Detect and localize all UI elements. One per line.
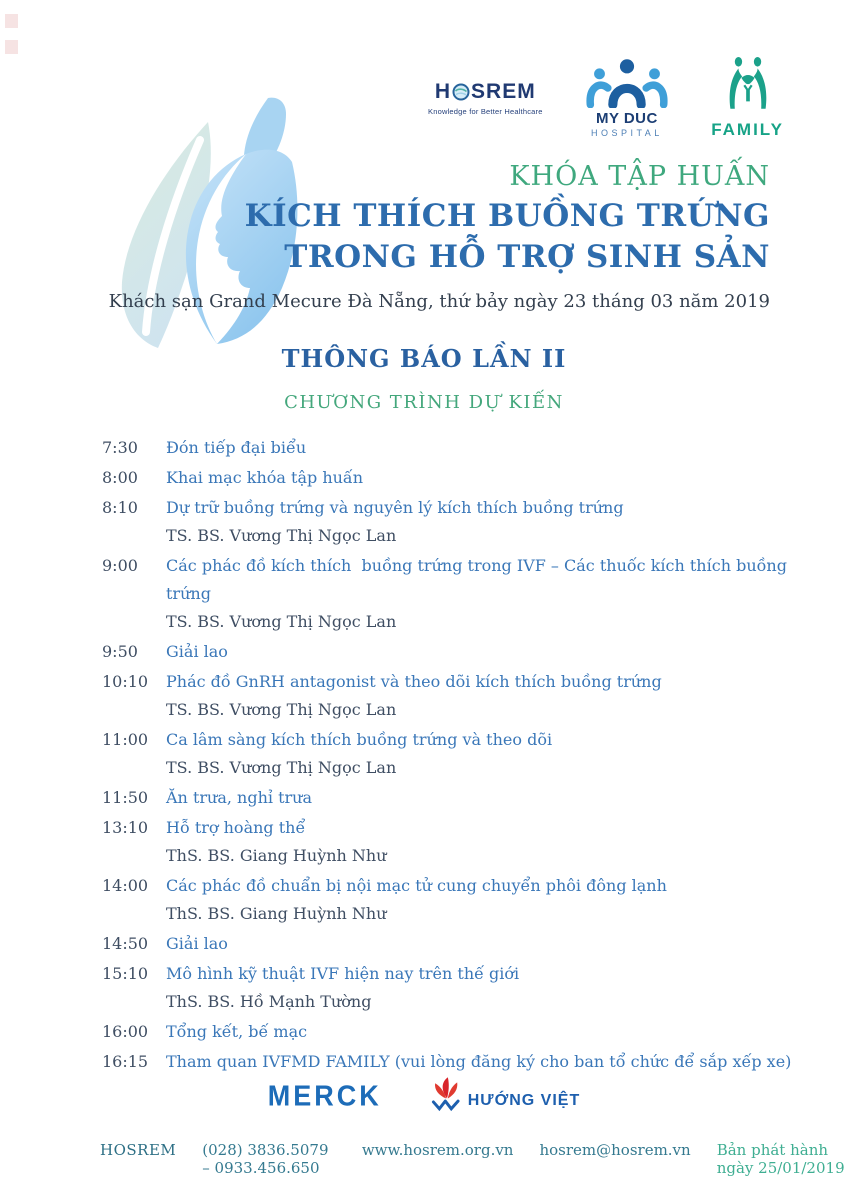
- hosrem-tagline: Knowledge for Better Healthcare: [428, 106, 543, 116]
- schedule-row: [102, 494, 808, 550]
- family-people-icon: [715, 55, 781, 117]
- header-logos: [428, 50, 784, 145]
- schedule-content: [166, 638, 808, 666]
- footer-release-date: Bản phát hành ngày 25/01/2019: [716, 1141, 845, 1177]
- schedule-row: [102, 552, 808, 636]
- schedule-title: Khai mạc khóa tập huấn: [166, 468, 364, 487]
- schedule-content: [166, 1018, 808, 1046]
- schedule-time: 9:00: [102, 556, 138, 575]
- schedule-row: [102, 784, 808, 812]
- schedule-content: [166, 668, 808, 724]
- schedule-time: 8:00: [102, 468, 138, 487]
- event-kicker: KHÓA TẬP HUẤN: [509, 161, 770, 192]
- schedule-content: [166, 464, 808, 492]
- schedule-content: [166, 930, 808, 958]
- schedule-time: 13:10: [102, 818, 149, 837]
- schedule-row: [102, 814, 808, 870]
- schedule-row: [102, 434, 808, 462]
- hosrem-letter-h: H: [434, 79, 452, 103]
- myduc-subname: HOSPITAL: [590, 127, 663, 138]
- schedule-content: [166, 552, 808, 636]
- family-name: FAMILY: [711, 120, 784, 139]
- event-title-block: [109, 158, 770, 312]
- schedule-row: [102, 1018, 808, 1046]
- schedule: [102, 434, 808, 1078]
- hosrem-letters-srem: SREM: [471, 79, 536, 103]
- schedule-title: Giải lao: [166, 642, 228, 661]
- schedule-time: 8:10: [102, 498, 138, 517]
- schedule-title: Dự trữ buồng trứng và nguyên lý kích thích buồng trứng: [166, 498, 624, 517]
- flower-icon: [430, 1076, 464, 1116]
- schedule-time: 14:50: [102, 934, 149, 953]
- schedule-row: [102, 1048, 808, 1076]
- schedule-content: [166, 814, 808, 870]
- event-venue-date: Khách sạn Grand Mecure Đà Nẵng, thứ bảy ngày 23 tháng 03 năm 2019: [108, 291, 770, 312]
- schedule-title: Ăn trưa, nghỉ trưa: [166, 788, 313, 807]
- hosrem-logo: [428, 80, 543, 116]
- three-people-icon: [584, 58, 670, 108]
- footer-org-name: HOSREM: [100, 1141, 177, 1159]
- event-title-line2: TRONG HỖ TRỢ SINH SẢN: [284, 239, 770, 275]
- schedule-content: [166, 784, 808, 812]
- schedule-speaker: ThS. BS. Giang Huỳnh Như: [166, 904, 387, 923]
- schedule-title: Các phác đồ kích thích buồng trứng trong IVF – Các thuốc kích thích buồng trứng: [166, 556, 793, 603]
- schedule-time: 9:50: [102, 642, 138, 661]
- globe-icon: [452, 83, 470, 101]
- footer-email: hosrem@hosrem.vn: [539, 1141, 691, 1159]
- schedule-title: Tham quan IVFMD FAMILY (vui lòng đăng ký cho ban tổ chức để sắp xếp xe): [166, 1052, 792, 1071]
- schedule-content: [166, 434, 808, 462]
- footer-phone: (028) 3836.5079 – 0933.456.650: [202, 1141, 329, 1177]
- program-subheading: CHƯƠNG TRÌNH DỰ KIẾN: [284, 392, 564, 413]
- schedule-title: Giải lao: [166, 934, 228, 953]
- schedule-content: [166, 494, 808, 550]
- schedule-title: Phác đồ GnRH antagonist và theo dõi kích thích buồng trứng: [166, 672, 662, 691]
- schedule-time: 10:10: [102, 672, 149, 691]
- merck-logo: MERCK: [267, 1079, 382, 1112]
- schedule-time: 15:10: [102, 964, 149, 983]
- schedule-row: [102, 668, 808, 724]
- schedule-row: [102, 464, 808, 492]
- scan-artifact-mark: [5, 40, 18, 54]
- schedule-row: [102, 930, 808, 958]
- announcement-heading: THÔNG BÁO LẦN II: [281, 344, 567, 373]
- scan-artifact-mark: [5, 14, 18, 28]
- schedule-row: [102, 872, 808, 928]
- schedule-time: 11:00: [102, 730, 149, 749]
- event-title-line1: KÍCH THÍCH BUỒNG TRỨNG: [244, 198, 770, 234]
- schedule-time: 16:15: [102, 1052, 149, 1071]
- footer: [100, 1141, 848, 1177]
- schedule-row: [102, 638, 808, 666]
- schedule-speaker: TS. BS. Vương Thị Ngọc Lan: [166, 700, 397, 719]
- schedule-row: [102, 960, 808, 1016]
- schedule-speaker: TS. BS. Vương Thị Ngọc Lan: [166, 526, 397, 545]
- sponsor-logos: [0, 1076, 848, 1116]
- myduc-hospital-logo: [584, 58, 670, 138]
- schedule-title: Ca lâm sàng kích thích buồng trứng và theo dõi: [166, 730, 553, 749]
- myduc-name: MY DUC: [595, 109, 658, 127]
- hosrem-wordmark: [435, 80, 536, 104]
- schedule-time: 7:30: [102, 438, 138, 457]
- schedule-title: Đón tiếp đại biểu: [166, 438, 307, 457]
- schedule-content: [166, 726, 808, 782]
- schedule-time: 11:50: [102, 788, 149, 807]
- schedule-title: Tổng kết, bế mạc: [166, 1022, 308, 1041]
- schedule-content: [166, 960, 808, 1016]
- schedule-speaker: ThS. BS. Giang Huỳnh Như: [166, 846, 387, 865]
- huongviet-name: HƯỚNG VIỆT: [467, 1092, 581, 1109]
- schedule-speaker: TS. BS. Vương Thị Ngọc Lan: [166, 758, 397, 777]
- huongviet-logo: [430, 1076, 580, 1116]
- family-logo: [711, 55, 784, 140]
- schedule-title: Mô hình kỹ thuật IVF hiện nay trên thế giới: [166, 964, 520, 983]
- schedule-time: 16:00: [102, 1022, 149, 1041]
- schedule-content: [166, 1048, 808, 1076]
- schedule-title: Các phác đồ chuẩn bị nội mạc tử cung chuyển phôi đông lạnh: [166, 876, 667, 895]
- schedule-speaker: ThS. BS. Hồ Mạnh Tường: [166, 992, 372, 1011]
- schedule-row: [102, 726, 808, 782]
- footer-website: www.hosrem.org.vn: [361, 1141, 514, 1159]
- schedule-time: 14:00: [102, 876, 149, 895]
- schedule-speaker: TS. BS. Vương Thị Ngọc Lan: [166, 612, 397, 631]
- schedule-content: [166, 872, 808, 928]
- schedule-title: Hỗ trợ hoàng thể: [166, 818, 306, 837]
